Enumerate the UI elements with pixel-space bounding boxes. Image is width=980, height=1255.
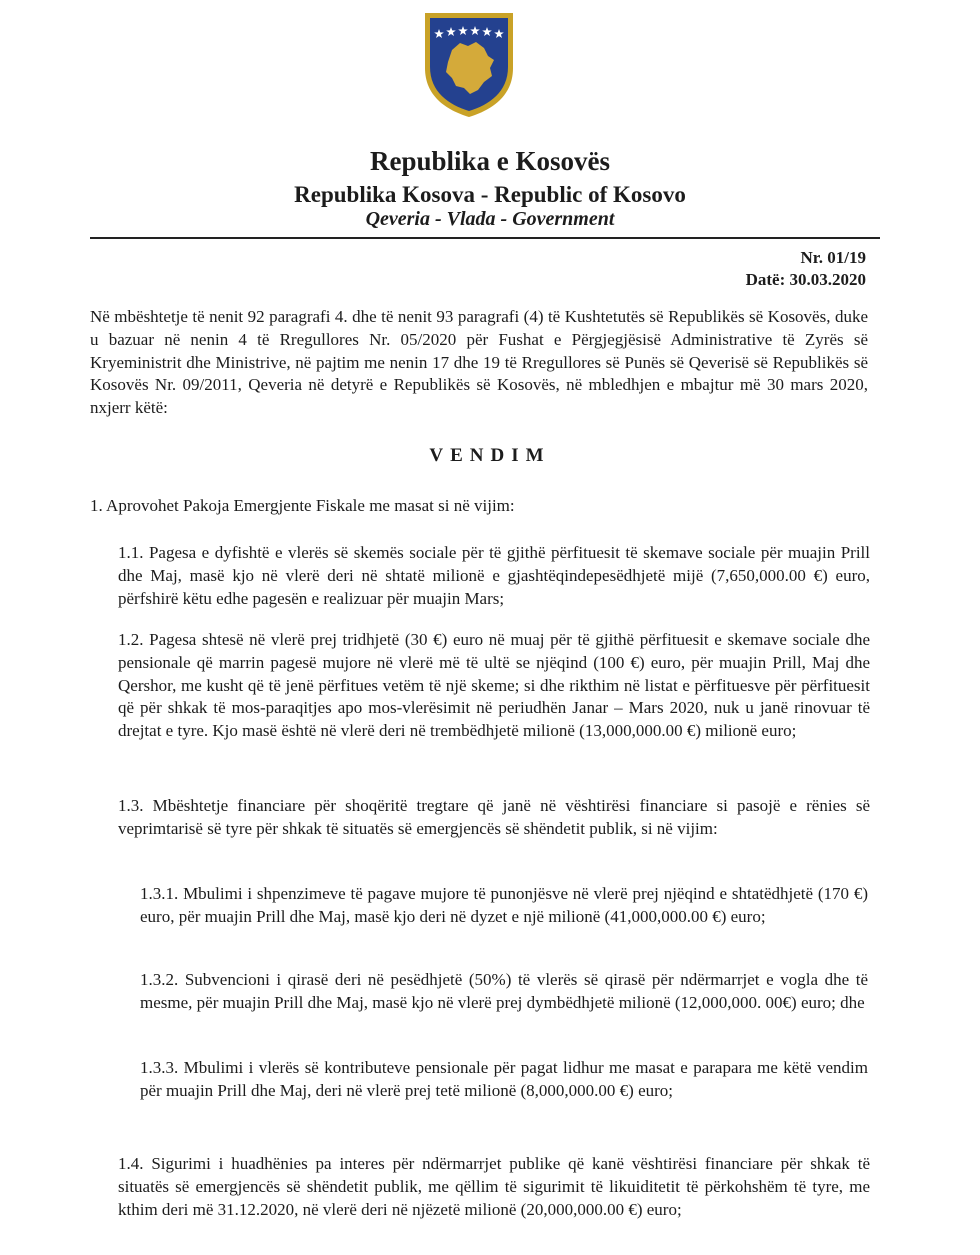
- decision-title: VENDIM: [429, 445, 551, 466]
- item-1-3-2: 1.3.2. Subvencioni i qirasë deri në pesëdhjetë (50%) të vlerës së qirasë për ndërmarrjet e vogla dhe të mesme, për muajin Prill dhe Maj, masë kjo në vlerë prej dymbëdhjetë milionë (12,000,000. 00€) euro; dhe: [140, 970, 868, 1012]
- item-1-1: 1.1. Pagesa e dyfishtë e vlerës së skemës sociale për të gjithë përfituesit të skemave sociale për muajin Prill dhe Maj, masë kjo në vlerë deri në shtatë milionë e gjashtëqindepesëdhjetë mijë (7,650,000.00 €) euro, përfshirë këtu edhe pagesën e realizuar për muajin Mars;: [118, 543, 870, 608]
- item-1-3: 1.3. Mbështetje financiare për shoqëritë tregtare që janë në vështirësi financiare si pasojë e rënies së veprimtarisë së tyre për shkak të situatës së emergjencës së shëndetit publik, si në vijim:: [118, 796, 870, 838]
- item-1-3-3: 1.3.3. Mbulimi i vlerës së kontributeve pensionale për pagat lidhur me masat e parapara me këtë vendim për muajin Prill dhe Maj, deri në vlerë prej tetë milionë (8,000,000.00 €) euro;: [140, 1058, 868, 1100]
- item-1-3-1: 1.3.1. Mbulimi i shpenzimeve të pagave mujore të punonjësve në vlerë prej njëqind e shtatëdhjetë (170 €) euro, për muajin Prill dhe Maj, masë kjo deri në dyzet e një milionë (41,000,000.00 €) euro;: [140, 884, 868, 926]
- header-divider: [90, 237, 880, 239]
- item-1-4: 1.4. Sigurimi i huadhënies pa interes për ndërmarrjet publike që kanë vështirësi financiare për shkak të situatës së emergjencës së shëndetit publik, me qëllim të sigurimit të likuiditetit të përkohshëm të tyre, me kthim deri më 31.12.2020, në vlerë deri në njëzetë milionë (20,000,000.00 €) euro;: [118, 1154, 870, 1219]
- document-number: Nr. 01/19: [800, 248, 866, 267]
- document-date: Datë: 30.03.2020: [745, 270, 866, 289]
- kosovo-coat-of-arms: [422, 10, 516, 120]
- item-1: 1. Aprovohet Pakoja Emergjente Fiskale me masat si në vijim:: [90, 496, 515, 515]
- country-title: Republika e Kosovës: [369, 146, 611, 176]
- item-1-2: 1.2. Pagesa shtesë në vlerë prej tridhjetë (30 €) euro në muaj për të gjithë përfituesit e skemave sociale dhe pensionale që marrin pagesë mujore në vlerë më të ultë se njëqind (100 €) euro, për muajin Prill, Maj dhe Qershor, me kusht që të jenë përfitues vetëm të një skeme; si dhe rikthim në listat e përfituesve për përfituesit që për shkak të mos-paraqitjes apo mos-vlerësimit në periudhën Janar – Mars 2020, nuk u janë rinovuar të drejtat e tyre. Kjo masë është në vlerë deri në trembëdhjetë milionë (13,000,000.00 €) milionë euro;: [118, 630, 870, 741]
- government-line: Qeveria - Vlada - Government: [365, 208, 615, 230]
- intro-paragraph: Në mbështetje të nenit 92 paragrafi 4. dhe të nenit 93 paragrafi (4) të Kushtetutës së Republikës së Kosovës, duke u bazuar në nenin 4 të Rregullores Nr. 05/2020 për Fushat e Përgjegjësisë Administrative të Zyrës së Kryeministrit dhe Ministrive, në pajtim me nenin 17 dhe 19 të Rregullores së Punës së Qeverisë së Republikës së Kosovës Nr. 09/2011, Qeveria në detyrë e Republikës së Kosovës, në mbledhjen e mbajtur më 30 mars 2020, nxjerr këtë:: [90, 307, 868, 418]
- country-subtitle: Republika Kosova - Republic of Kosovo: [294, 182, 686, 207]
